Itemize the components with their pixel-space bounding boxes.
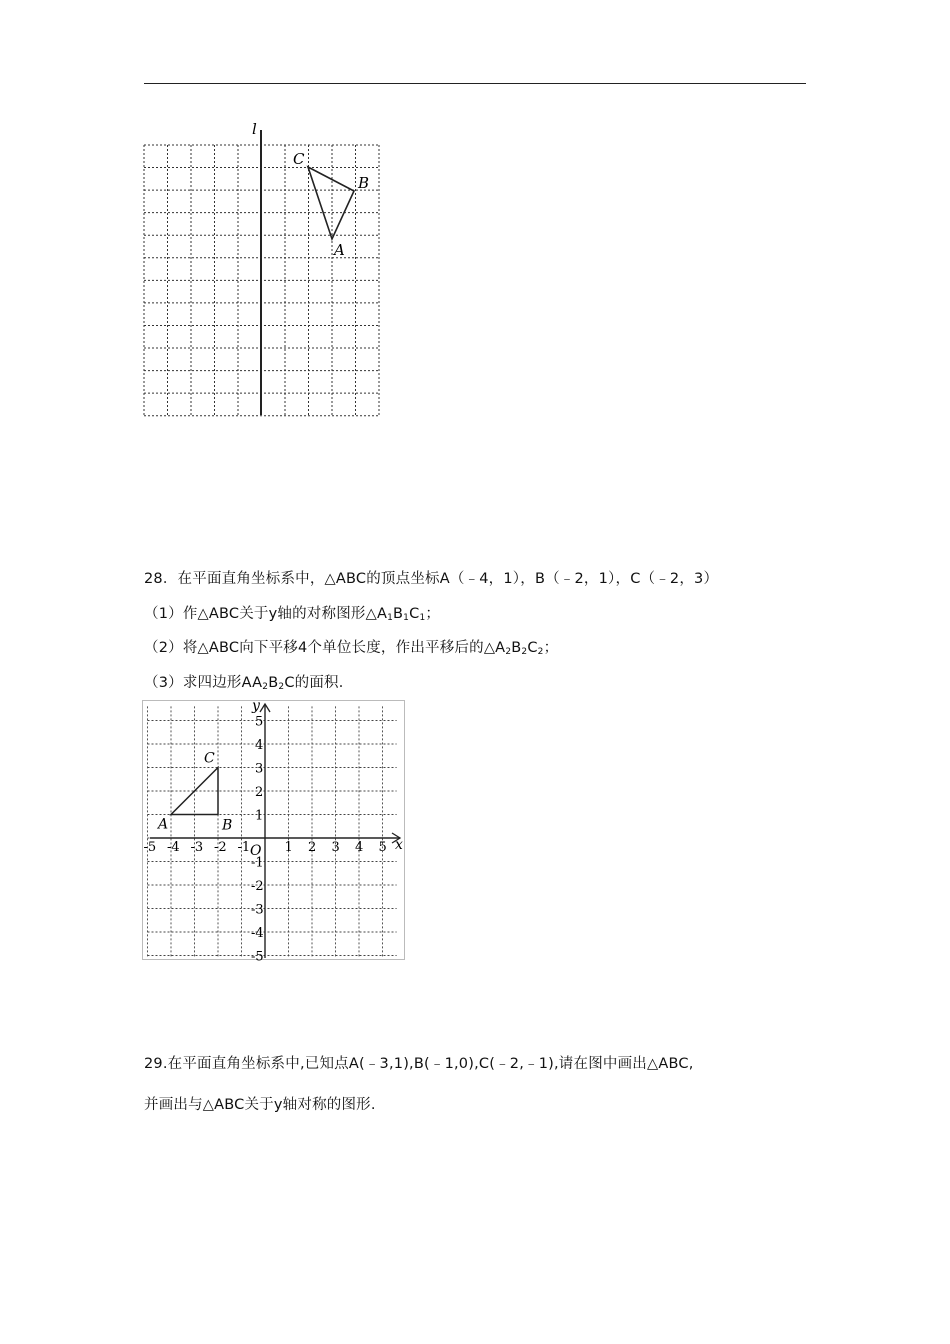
y-axis-label: y <box>252 700 260 714</box>
x-axis-label: x <box>395 837 403 853</box>
y-tick-label: -3 <box>251 902 264 918</box>
x-tick-label: 4 <box>355 840 364 855</box>
y-tick-label: -2 <box>251 879 264 894</box>
vertex-label-a: A <box>158 816 169 833</box>
figure-2-frame <box>143 701 405 960</box>
q28-part1-c: C <box>409 606 420 622</box>
point-b-label: B <box>358 174 370 192</box>
q28-part3-text: （3）求四边形AA <box>144 675 263 691</box>
vertex-label-b: B <box>222 817 233 834</box>
point-a-label: A <box>334 241 345 259</box>
point-c-label: C <box>293 150 305 168</box>
x-tick-label: -3 <box>190 840 204 855</box>
q28-part2-text: （2）将△ABC向下平移4个单位长度，作出平移后的△A <box>144 640 506 656</box>
grid-lines <box>148 706 397 957</box>
q28-part1-end: ； <box>425 606 441 622</box>
x-tick-label: 5 <box>378 840 387 855</box>
x-tick-label: 1 <box>284 840 293 855</box>
q28-part3-end: C的面积． <box>284 675 354 691</box>
q28-part2-b: B <box>511 640 522 656</box>
y-tick-label: 4 <box>255 738 264 753</box>
q28-part2 <box>144 636 558 657</box>
q28-stem: 28．在平面直角坐标系中，△ABC的顶点坐标A（﹣4，1），B（﹣2，1），C（﹣2，3） <box>144 571 719 587</box>
x-tick-label: -2 <box>214 840 227 855</box>
triangle-abc <box>308 167 354 239</box>
subscript: 1 <box>387 613 394 623</box>
figure-1-grid <box>142 120 382 420</box>
q28-part1-text: （1）作△ABC关于y轴的对称图形△A <box>144 606 388 622</box>
x-tick-label: -4 <box>167 840 180 855</box>
subscript: 2 <box>537 647 544 657</box>
x-tick-label: 2 <box>308 840 317 855</box>
y-tick-label: 2 <box>255 785 264 800</box>
y-tick-label: 3 <box>255 761 264 777</box>
q28-part1 <box>144 602 440 623</box>
y-tick-label: 1 <box>255 808 264 824</box>
x-tick-label: -5 <box>143 840 157 855</box>
q28-part3 <box>144 671 353 692</box>
q28-part2-end: ； <box>543 640 559 656</box>
axis-l-label: l <box>252 120 257 138</box>
vertex-label-c: C <box>204 750 215 767</box>
y-tick-labels <box>251 715 264 965</box>
subscript: 2 <box>262 682 269 692</box>
q28-part3-b: B <box>268 675 279 691</box>
subscript: 1 <box>403 613 410 623</box>
x-tick-label: -1 <box>237 840 251 855</box>
x-tick-label: 3 <box>331 840 340 855</box>
q28-part1-b: B <box>393 606 404 622</box>
figure-2-coordinate-plane <box>142 700 407 964</box>
q28-part2-c: C <box>527 640 538 656</box>
subscript: 2 <box>521 647 528 657</box>
subscript: 1 <box>419 613 426 623</box>
y-tick-label: -4 <box>251 926 264 941</box>
header-rule <box>144 83 806 84</box>
subscript: 2 <box>278 682 285 692</box>
y-tick-label: 5 <box>255 714 264 730</box>
q29-line1: 29.在平面直角坐标系中,已知点A(﹣3,1),B(﹣1,0),C(﹣2,﹣1),请在图中画出△ABC, <box>144 1056 694 1072</box>
y-tick-label: -1 <box>251 855 264 871</box>
y-tick-label: -5 <box>251 949 264 964</box>
q29-line2: 并画出与△ABC关于y轴对称的图形. <box>144 1097 376 1113</box>
subscript: 2 <box>505 647 512 657</box>
origin-label: O <box>250 843 262 859</box>
